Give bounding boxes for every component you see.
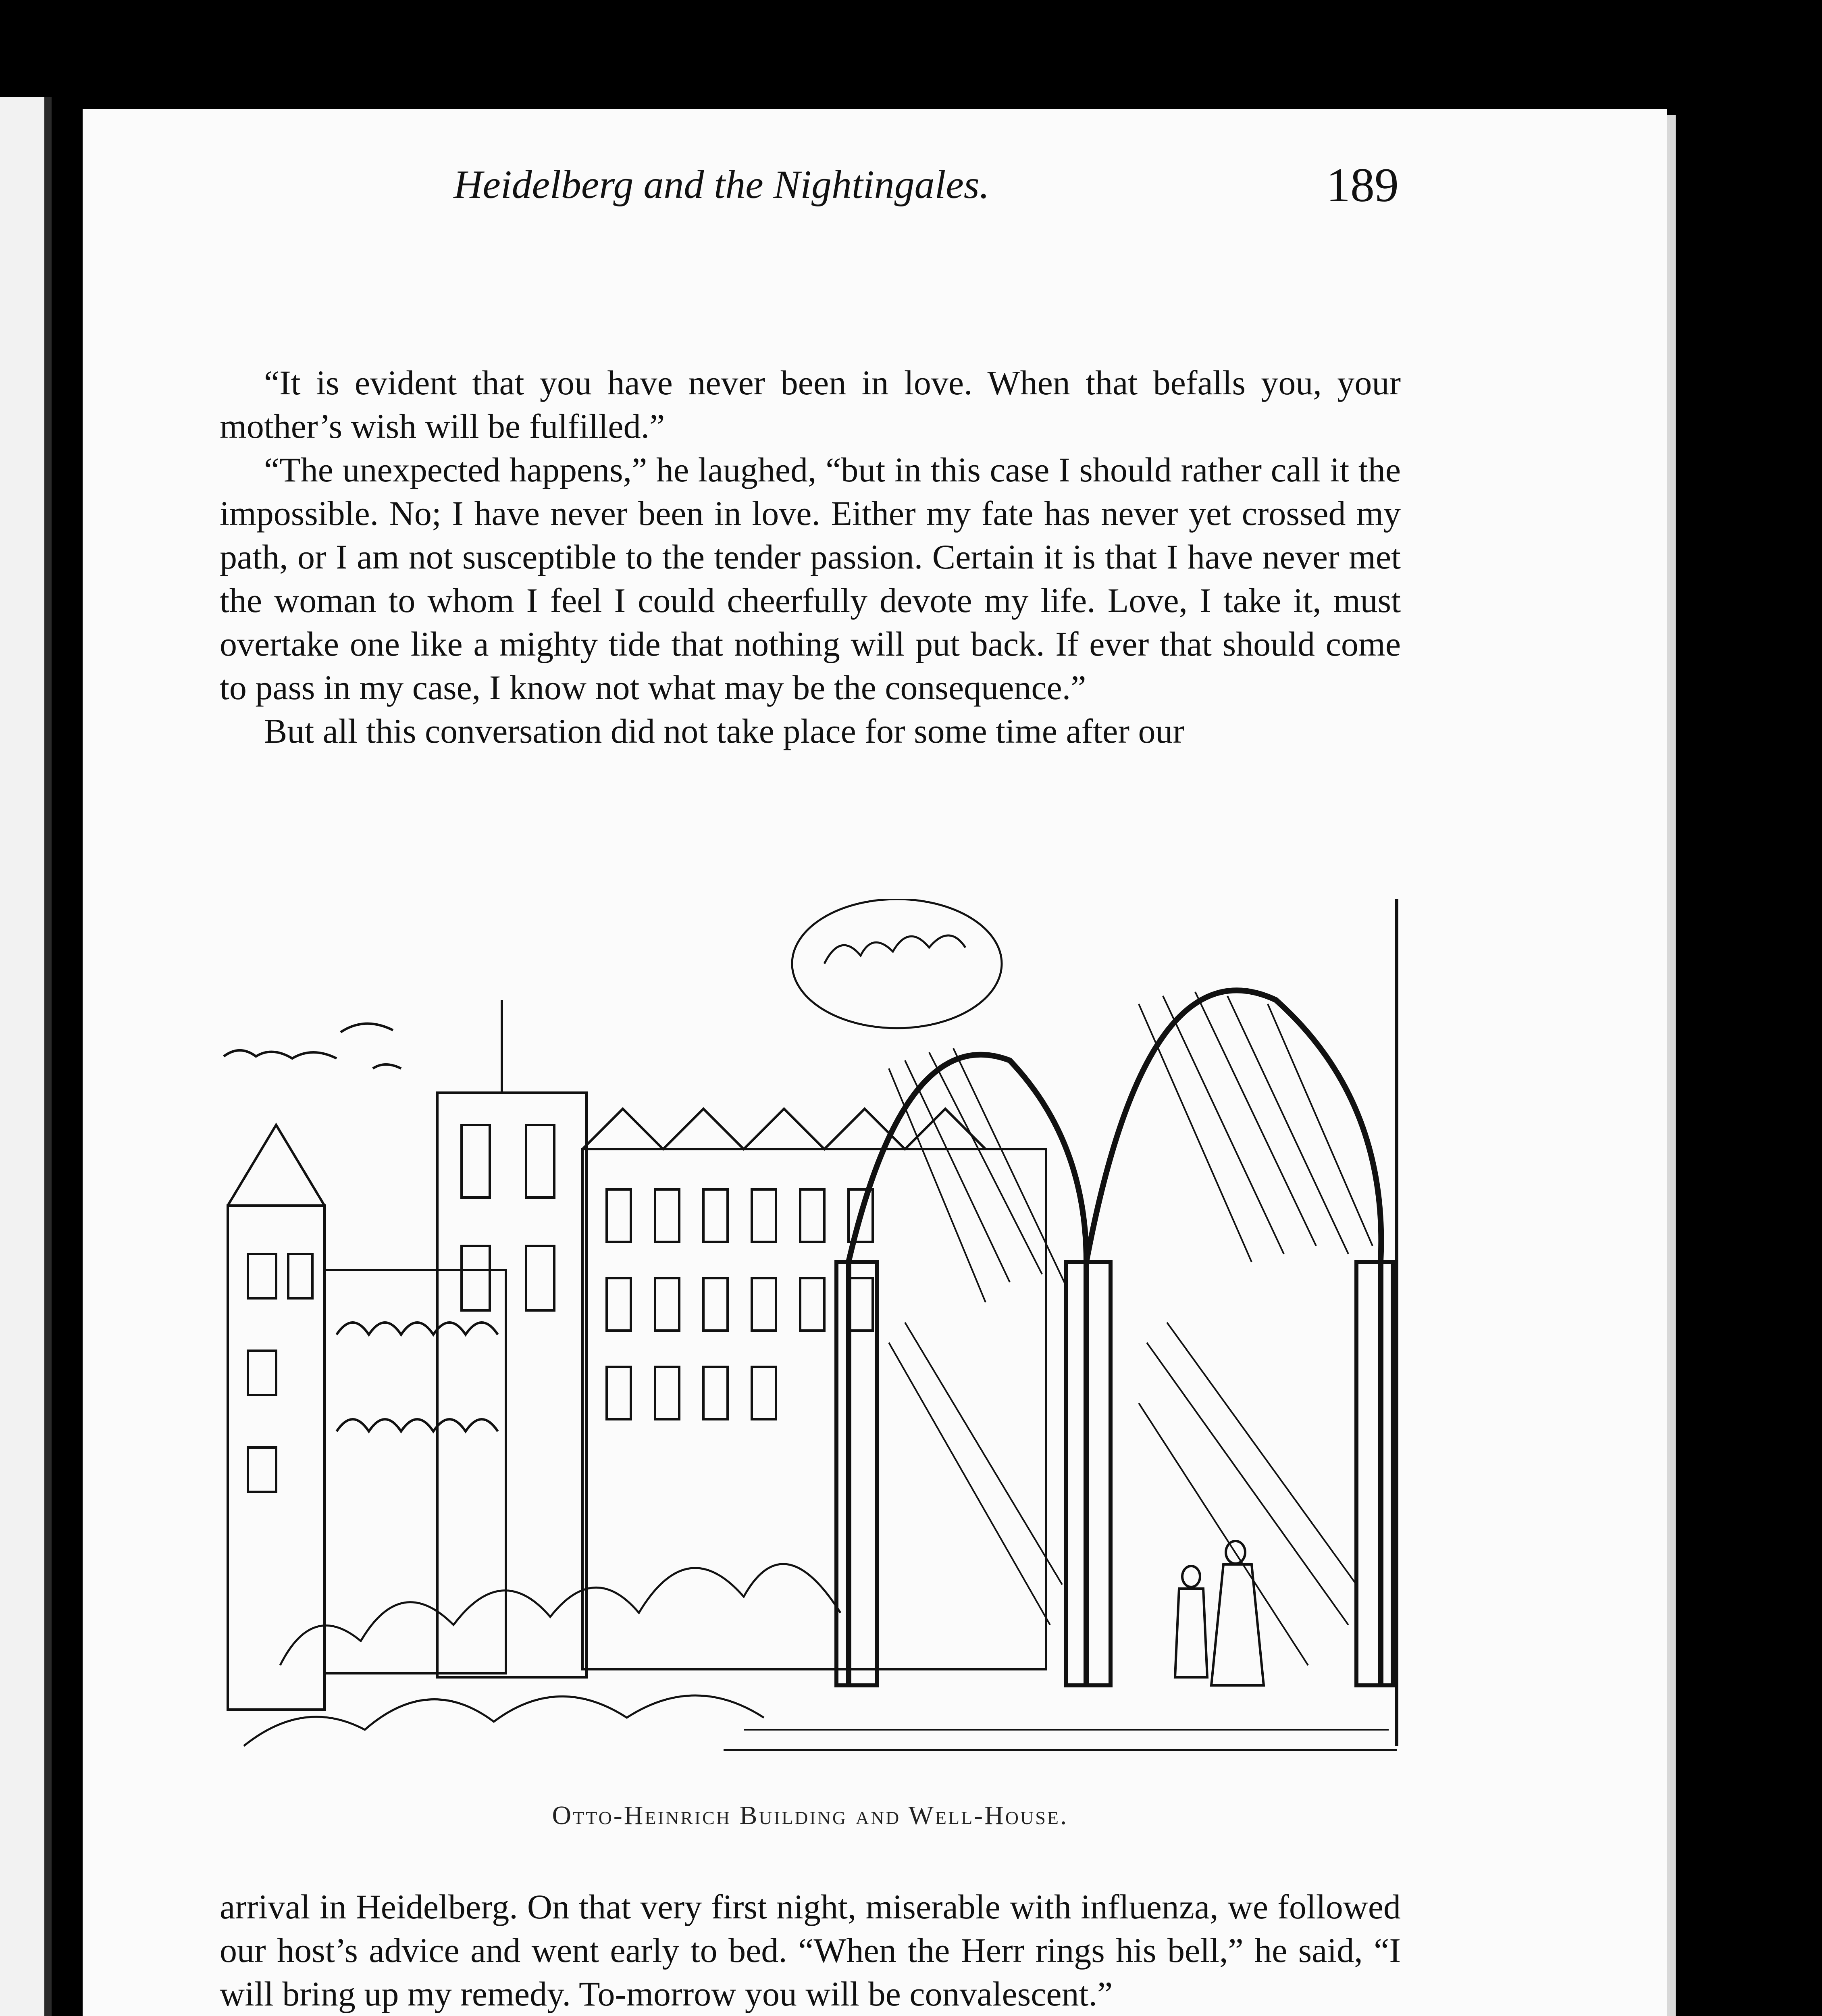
body-text-bottom — [220, 1885, 1401, 2016]
illustration — [220, 899, 1409, 1802]
page-edge-shadow — [1667, 115, 1676, 2016]
paragraph: arrival in Heidelberg. On that very first night, miserable with influenza, we followed our host’s advice and went early to bed. “When the Herr rings his bell,” he said, “I will bring up my remedy. To-morrow you will be convalescent.” — [220, 1887, 1401, 2013]
paragraph: “The unexpected happens,” he laughed, “but in this case I should rather call it the impossible. No; I have never been in love. Either my fate has never yet crossed my path, or I am not susceptible to the tender passion. Certain it is that I have never met the woman to whom I feel I could cheerfully devote my life. Love, I take it, must overtake one like a mighty tide that nothing will put back. If ever that should come to pass in my case, I know not what may be the consequence.” — [220, 450, 1401, 707]
facing-page-edge — [0, 97, 52, 2016]
page-number: 189 — [1326, 158, 1399, 212]
paragraph: But all this conversation did not take place for some time after our — [264, 712, 1185, 750]
page-header — [137, 157, 1399, 222]
figure-caption: Otto-Heinrich Building and Well-House. — [552, 1801, 1069, 1830]
castle-engraving — [220, 899, 1409, 1802]
running-title: Heidelberg and the Nightingales. — [453, 162, 990, 207]
paragraph: “It is evident that you have never been in love. When that befalls you, your mother’s wish will be fulfilled.” — [220, 363, 1401, 446]
body-text-top — [220, 361, 1401, 753]
